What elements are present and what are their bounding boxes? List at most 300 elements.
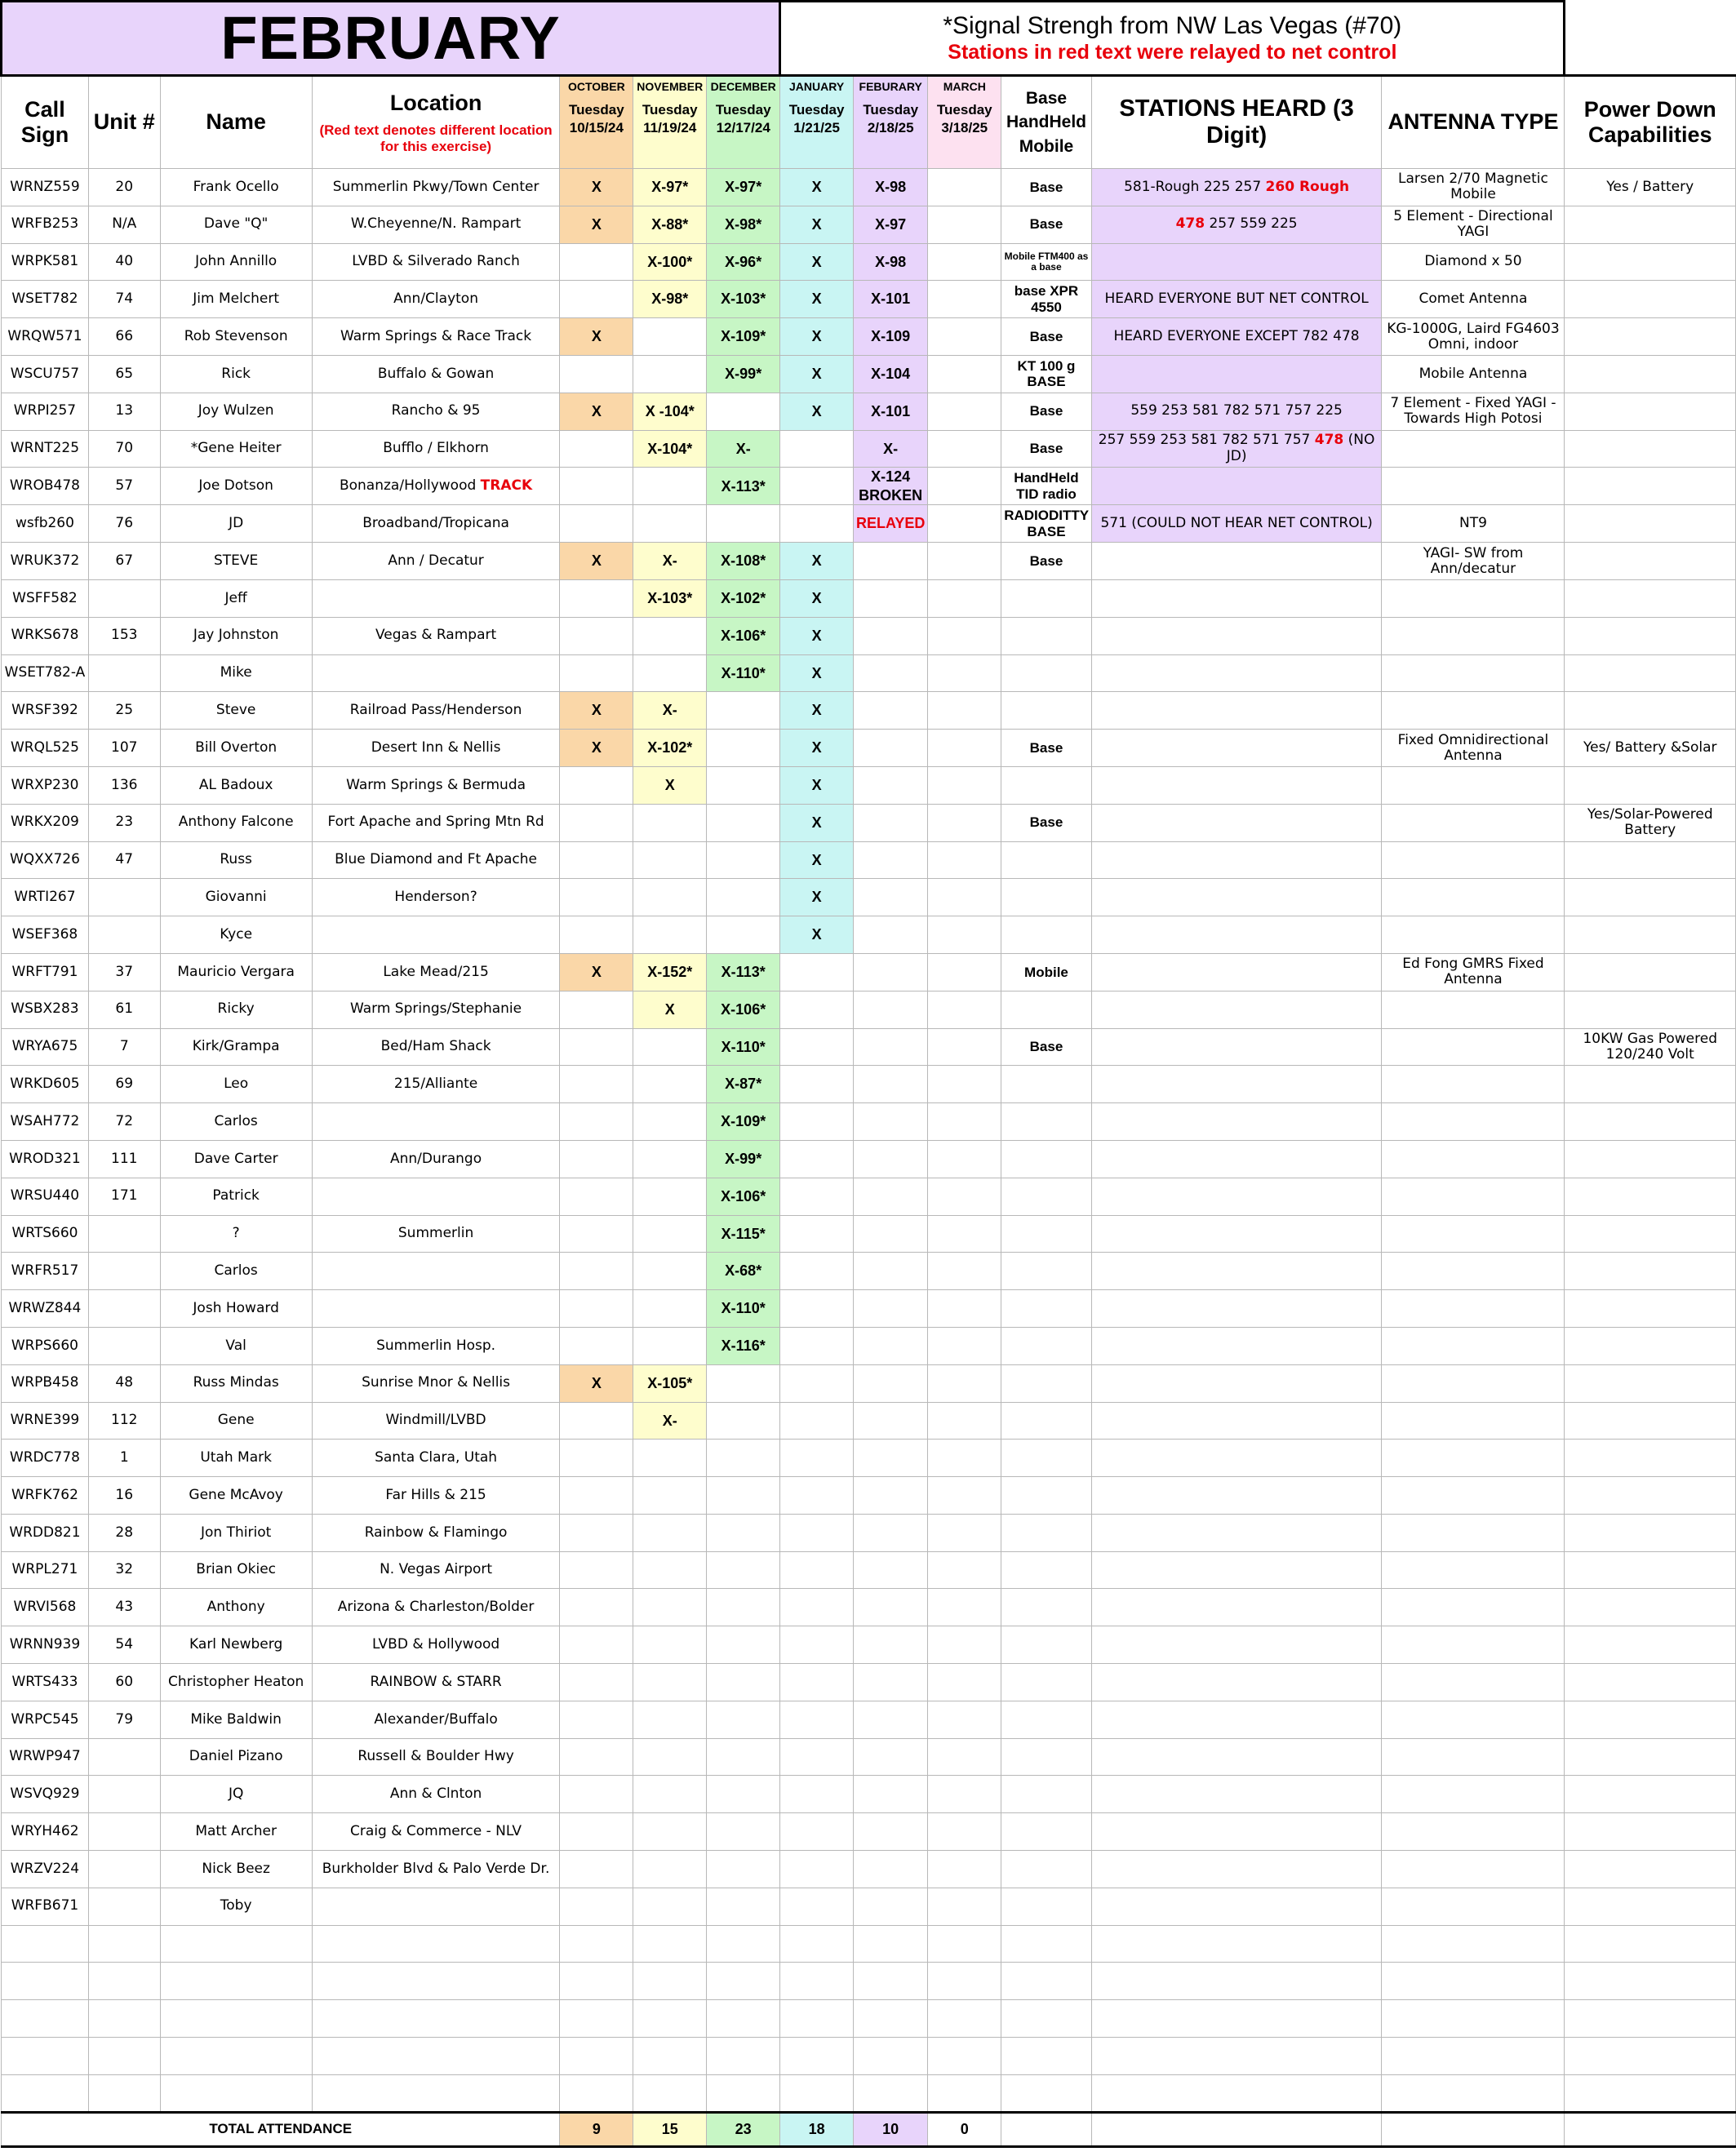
unit-cell: 48 (88, 1364, 160, 1402)
attendance-oct (560, 468, 633, 505)
power-down-cell (1565, 654, 1736, 692)
antenna-type-cell (1382, 1738, 1565, 1776)
attendance-jan (780, 1551, 854, 1589)
attendance-oct: X (560, 692, 633, 730)
base-handheld-mobile-cell: RADIODITTY BASE (1001, 505, 1092, 543)
attendance-feb (854, 1551, 928, 1589)
attendance-nov (633, 1589, 707, 1626)
call-sign-cell: WRVI568 (2, 1589, 89, 1626)
name-cell: Utah Mark (160, 1440, 312, 1477)
call-sign-cell: WRXP230 (2, 766, 89, 804)
antenna-type-cell (1382, 1589, 1565, 1626)
attendance-dec: X-68* (707, 1253, 780, 1290)
base-handheld-mobile-cell: Base (1001, 543, 1092, 580)
location-cell: Rancho & 95 (312, 393, 560, 430)
call-sign-cell: WRWP947 (2, 1738, 89, 1776)
attendance-dec (707, 393, 780, 430)
unit-cell: 7 (88, 1028, 160, 1066)
attendance-feb: X-109 (854, 318, 928, 356)
name-cell: Nick Beez (160, 1851, 312, 1888)
call-sign-cell: WRUK372 (2, 543, 89, 580)
location-cell (312, 1290, 560, 1328)
empty-cell (160, 1925, 312, 1963)
attendance-dec (707, 730, 780, 767)
unit-cell: 112 (88, 1402, 160, 1440)
attendance-nov: X-105* (633, 1364, 707, 1402)
attendance-dec: X-106* (707, 617, 780, 654)
empty-cell (2, 2038, 89, 2075)
attendance-mar (928, 1290, 1001, 1328)
location-cell: Warm Springs & Race Track (312, 318, 560, 356)
call-sign-cell: WRFK762 (2, 1477, 89, 1515)
attendance-mar (928, 654, 1001, 692)
attendance-nov (633, 318, 707, 356)
location-cell: Fort Apache and Spring Mtn Rd (312, 804, 560, 841)
antenna-type-cell (1382, 1551, 1565, 1589)
attendance-dec: X-108* (707, 543, 780, 580)
attendance-feb: X- (854, 430, 928, 468)
base-handheld-mobile-cell (1001, 1215, 1092, 1253)
call-sign-cell: WRKS678 (2, 617, 89, 654)
base-handheld-mobile-cell: Base (1001, 393, 1092, 430)
antenna-type-cell (1382, 617, 1565, 654)
attendance-mar (928, 879, 1001, 916)
power-down-cell (1565, 1103, 1736, 1141)
power-down-cell (1565, 1664, 1736, 1701)
month-date-value: 10/15/24 (569, 120, 624, 136)
attendance-jan: X (780, 169, 854, 206)
attendance-nov (633, 1813, 707, 1851)
empty-cell (780, 1963, 854, 2000)
empty-cell (707, 2074, 780, 2112)
call-sign-cell: WSET782-A (2, 654, 89, 692)
call-sign-cell: WRPL271 (2, 1551, 89, 1589)
unit-cell: 1 (88, 1440, 160, 1477)
attendance-mar (928, 355, 1001, 393)
table-row (2, 1066, 1736, 1103)
month-date-value: 12/17/24 (716, 120, 770, 136)
attendance-jan (780, 1477, 854, 1515)
attendance-jan (780, 1066, 854, 1103)
unit-cell: 40 (88, 243, 160, 281)
attendance-feb (854, 879, 928, 916)
attendance-oct (560, 1477, 633, 1515)
heard-segment: HEARD EVERYONE BUT NET CONTROL (1104, 291, 1369, 308)
unit-cell: 79 (88, 1701, 160, 1738)
call-sign-cell: WRPB458 (2, 1364, 89, 1402)
attendance-nov (633, 1066, 707, 1103)
base-handheld-mobile-cell (1001, 1103, 1092, 1141)
stations-heard-cell (1091, 318, 1382, 356)
unit-cell: 67 (88, 543, 160, 580)
name-cell: Joy Wulzen (160, 393, 312, 430)
attendance-feb (854, 1066, 928, 1103)
attendance-dec: X-113* (707, 468, 780, 505)
power-down-cell (1565, 1253, 1736, 1290)
name-cell: Daniel Pizano (160, 1738, 312, 1776)
attendance-feb (854, 1776, 928, 1813)
unit-cell: 47 (88, 841, 160, 879)
attendance-nov: X-100* (633, 243, 707, 281)
antenna-type-cell (1382, 468, 1565, 505)
name-cell: Matt Archer (160, 1813, 312, 1851)
location-cell: Russell & Boulder Hwy (312, 1738, 560, 1776)
location-cell: W.Cheyenne/N. Rampart (312, 206, 560, 243)
table-row (2, 1776, 1736, 1813)
table-row (2, 1440, 1736, 1477)
total-feb: 10 (854, 2112, 928, 2146)
empty-cell (1565, 2038, 1736, 2075)
attendance-oct (560, 1290, 633, 1328)
attendance-feb (854, 692, 928, 730)
antenna-type-cell (1382, 1664, 1565, 1701)
attendance-nov (633, 1477, 707, 1515)
empty-cell (1382, 2000, 1565, 2038)
attendance-nov (633, 1327, 707, 1364)
call-sign-cell: WRFT791 (2, 953, 89, 991)
attendance-mar (928, 1140, 1001, 1178)
base-handheld-mobile-cell: Base (1001, 804, 1092, 841)
table-row (2, 355, 1736, 393)
attendance-feb (854, 543, 928, 580)
attendance-jan (780, 1215, 854, 1253)
antenna-type-cell: Diamond x 50 (1382, 243, 1565, 281)
attendance-oct (560, 916, 633, 954)
empty-cell (1091, 2000, 1382, 2038)
antenna-type-cell (1382, 804, 1565, 841)
antenna-type-cell (1382, 991, 1565, 1028)
power-down-cell (1565, 1402, 1736, 1440)
antenna-type-cell (1382, 430, 1565, 468)
attendance-oct (560, 1813, 633, 1851)
unit-cell: 13 (88, 393, 160, 430)
antenna-type-cell: 7 Element - Fixed YAGI - Towards High Potosi (1382, 393, 1565, 430)
antenna-type-cell (1382, 1140, 1565, 1178)
attendance-nov: X (633, 766, 707, 804)
name-cell: Kirk/Grampa (160, 1028, 312, 1066)
stations-heard-cell (1091, 1028, 1382, 1066)
attendance-mar (928, 1738, 1001, 1776)
call-sign-cell: WSEF368 (2, 916, 89, 954)
relay-note: Stations in red text were relayed to net control (948, 40, 1397, 64)
call-sign-cell: WRKX209 (2, 804, 89, 841)
attendance-feb (854, 1738, 928, 1776)
attendance-oct: X (560, 1364, 633, 1402)
attendance-oct (560, 991, 633, 1028)
stations-heard-cell (1091, 1551, 1382, 1589)
month-name: OCTOBER (567, 80, 625, 93)
attendance-mar (928, 579, 1001, 617)
power-down-cell (1565, 1440, 1736, 1477)
name-cell: AL Badoux (160, 766, 312, 804)
call-sign-cell: WROD321 (2, 1140, 89, 1178)
location-header-note: (Red text denotes different location for this exercise) (319, 122, 553, 154)
table-row (2, 766, 1736, 804)
stations-heard-cell (1091, 1215, 1382, 1253)
attendance-jan: X (780, 841, 854, 879)
attendance-jan: X (780, 355, 854, 393)
attendance-oct (560, 505, 633, 543)
attendance-dec (707, 879, 780, 916)
antenna-type-cell (1382, 879, 1565, 916)
empty-cell (854, 2038, 928, 2075)
attendance-oct (560, 579, 633, 617)
attendance-feb (854, 953, 928, 991)
empty-cell (1091, 1925, 1382, 1963)
attendance-jan (780, 1514, 854, 1551)
call-sign-cell: WRSF392 (2, 692, 89, 730)
location-cell: Ann / Decatur (312, 543, 560, 580)
unit-cell: 65 (88, 355, 160, 393)
attendance-mar (928, 1813, 1001, 1851)
call-sign-cell: WRQL525 (2, 730, 89, 767)
power-down-cell (1565, 879, 1736, 916)
attendance-nov: X- (633, 1402, 707, 1440)
attendance-jan: X (780, 766, 854, 804)
attendance-nov: X (633, 991, 707, 1028)
call-sign-cell: WRPS660 (2, 1327, 89, 1364)
attendance-nov (633, 1140, 707, 1178)
empty-cell (633, 1963, 707, 2000)
power-down-cell (1565, 1066, 1736, 1103)
attendance-dec (707, 766, 780, 804)
location-cell: Alexander/Buffalo (312, 1701, 560, 1738)
antenna-type-cell: YAGI- SW from Ann/decatur (1382, 543, 1565, 580)
antenna-type-cell (1382, 1514, 1565, 1551)
stations-heard-cell (1091, 243, 1382, 281)
power-down-cell (1565, 1888, 1736, 1925)
attendance-dec: X-110* (707, 1290, 780, 1328)
attendance-feb (854, 1701, 928, 1738)
location-cell: Sunrise Mnor & Nellis (312, 1364, 560, 1402)
unit-cell: 76 (88, 505, 160, 543)
empty-cell (1001, 1963, 1092, 2000)
power-down-cell (1565, 505, 1736, 543)
name-cell: Mauricio Vergara (160, 953, 312, 991)
total-attendance-label: TOTAL ATTENDANCE (2, 2112, 560, 2146)
antenna-type-cell (1382, 1888, 1565, 1925)
name-cell: Anthony Falcone (160, 804, 312, 841)
name-cell: Karl Newberg (160, 1626, 312, 1664)
attendance-jan (780, 430, 854, 468)
base-handheld-mobile-cell: Mobile FTM400 as a base (1001, 243, 1092, 281)
unit-cell: 60 (88, 1664, 160, 1701)
attendance-jan (780, 1664, 854, 1701)
base-handheld-mobile-cell: Base (1001, 730, 1092, 767)
attendance-jan (780, 1851, 854, 1888)
month-header-january (780, 76, 854, 169)
attendance-feb: X-101 (854, 393, 928, 430)
antenna-type-cell (1382, 1402, 1565, 1440)
power-down-cell (1565, 543, 1736, 580)
base-handheld-mobile-cell: HandHeld TID radio (1001, 468, 1092, 505)
table-row (2, 1851, 1736, 1888)
table-row (2, 654, 1736, 692)
empty-cell (854, 1925, 928, 1963)
antenna-type-cell: Mobile Antenna (1382, 355, 1565, 393)
attendance-oct (560, 1851, 633, 1888)
antenna-type-cell: Larsen 2/70 Magnetic Mobile (1382, 169, 1565, 206)
heard-segment: 260 Rough (1265, 178, 1350, 195)
attendance-oct (560, 879, 633, 916)
stations-heard-cell (1091, 617, 1382, 654)
attendance-mar (928, 1215, 1001, 1253)
stations-heard-cell (1091, 1253, 1382, 1290)
base-handheld-mobile-cell (1001, 841, 1092, 879)
attendance-mar (928, 841, 1001, 879)
attendance-dec (707, 1551, 780, 1589)
attendance-jan (780, 1253, 854, 1290)
empty-row (2, 1963, 1736, 2000)
name-cell: Frank Ocello (160, 169, 312, 206)
empty-cell (780, 2038, 854, 2075)
month-name: NOVEMBER (637, 80, 704, 93)
stations-heard-cell (1091, 1888, 1382, 1925)
attendance-jan: X (780, 916, 854, 954)
table-row (2, 543, 1736, 580)
table-row (2, 1626, 1736, 1664)
attendance-oct (560, 1028, 633, 1066)
table-row (2, 1738, 1736, 1776)
attendance-dec: X-110* (707, 654, 780, 692)
unit-cell: 107 (88, 730, 160, 767)
base-handheld-mobile-cell (1001, 1888, 1092, 1925)
table-row (2, 804, 1736, 841)
power-down-cell: 10KW Gas Powered 120/240 Volt (1565, 1028, 1736, 1066)
call-sign-cell: WRFB253 (2, 206, 89, 243)
attendance-feb (854, 1103, 928, 1141)
attendance-mar (928, 1664, 1001, 1701)
col-antenna-type: ANTENNA TYPE (1382, 76, 1565, 169)
empty-cell (633, 2038, 707, 2075)
attendance-jan: X (780, 206, 854, 243)
unit-cell (88, 1888, 160, 1925)
stations-heard-cell (1091, 543, 1382, 580)
attendance-mar (928, 804, 1001, 841)
total-empty-cell (1565, 2112, 1736, 2146)
attendance-mar (928, 1589, 1001, 1626)
signal-note (780, 2, 1565, 76)
call-sign-cell: WRYH462 (2, 1813, 89, 1851)
call-sign-cell: WRPC545 (2, 1701, 89, 1738)
attendance-nov: X-88* (633, 206, 707, 243)
empty-cell (1565, 1925, 1736, 1963)
attendance-dec (707, 1477, 780, 1515)
attendance-mar (928, 169, 1001, 206)
unit-cell (88, 1776, 160, 1813)
stations-heard-cell (1091, 1440, 1382, 1477)
empty-cell (854, 2074, 928, 2112)
power-down-cell (1565, 355, 1736, 393)
empty-cell (780, 1925, 854, 1963)
name-cell: Jay Johnston (160, 617, 312, 654)
attendance-oct (560, 1888, 633, 1925)
base-handheld-mobile-cell (1001, 1477, 1092, 1515)
empty-cell (88, 2038, 160, 2075)
name-cell: Leo (160, 1066, 312, 1103)
table-row (2, 318, 1736, 356)
power-down-cell (1565, 617, 1736, 654)
stations-heard-cell (1091, 1776, 1382, 1813)
table-row (2, 1364, 1736, 1402)
attendance-mar (928, 468, 1001, 505)
attendance-dec (707, 1813, 780, 1851)
stations-heard-cell (1091, 1364, 1382, 1402)
attendance-feb (854, 1290, 928, 1328)
attendance-mar (928, 1851, 1001, 1888)
attendance-jan: X (780, 804, 854, 841)
total-oct: 9 (560, 2112, 633, 2146)
attendance-mar (928, 281, 1001, 318)
attendance-oct (560, 1066, 633, 1103)
power-down-cell (1565, 468, 1736, 505)
attendance-feb (854, 1178, 928, 1215)
attendance-mar (928, 243, 1001, 281)
stations-heard-cell (1091, 1664, 1382, 1701)
empty-cell (2, 1925, 89, 1963)
call-sign-cell: wsfb260 (2, 505, 89, 543)
month-header-november (633, 76, 707, 169)
unit-cell (88, 916, 160, 954)
attendance-mar (928, 916, 1001, 954)
attendance-feb (854, 1589, 928, 1626)
month-day: Tuesday (936, 102, 992, 118)
call-sign-cell: WSFF582 (2, 579, 89, 617)
attendance-nov (633, 1440, 707, 1477)
unit-cell: 54 (88, 1626, 160, 1664)
month-day: Tuesday (788, 102, 845, 118)
location-cell: Arizona & Charleston/Bolder (312, 1589, 560, 1626)
unit-cell (88, 1327, 160, 1364)
heard-segment: 257 559 225 (1205, 215, 1298, 233)
attendance-dec (707, 916, 780, 954)
power-down-cell (1565, 1327, 1736, 1364)
attendance-dec: X-98* (707, 206, 780, 243)
location-cell: Bed/Ham Shack (312, 1028, 560, 1066)
empty-cell (560, 1925, 633, 1963)
stations-heard-cell (1091, 766, 1382, 804)
signal-strength-note: *Signal Strengh from NW Las Vegas (#70) (943, 12, 1402, 40)
unit-cell: 74 (88, 281, 160, 318)
attendance-dec: X-109* (707, 318, 780, 356)
antenna-type-cell (1382, 692, 1565, 730)
power-down-cell (1565, 281, 1736, 318)
table-row (2, 243, 1736, 281)
attendance-dec: X-97* (707, 169, 780, 206)
attendance-nov: X-103* (633, 579, 707, 617)
attendance-oct: X (560, 206, 633, 243)
attendance-feb: X-104 (854, 355, 928, 393)
month-header-october (560, 76, 633, 169)
attendance-feb (854, 1440, 928, 1477)
base-handheld-mobile-cell (1001, 1364, 1092, 1402)
location-cell: Burkholder Blvd & Palo Verde Dr. (312, 1851, 560, 1888)
empty-cell (854, 2000, 928, 2038)
attendance-mar (928, 206, 1001, 243)
base-handheld-mobile-cell (1001, 1626, 1092, 1664)
attendance-mar (928, 430, 1001, 468)
empty-cell (780, 2074, 854, 2112)
attendance-dec (707, 1776, 780, 1813)
empty-cell (2, 2000, 89, 2038)
stations-heard-cell (1091, 953, 1382, 991)
attendance-jan: X (780, 692, 854, 730)
table-row (2, 430, 1736, 468)
attendance-feb (854, 1327, 928, 1364)
attendance-feb (854, 1813, 928, 1851)
power-down-cell (1565, 430, 1736, 468)
empty-cell (160, 2074, 312, 2112)
